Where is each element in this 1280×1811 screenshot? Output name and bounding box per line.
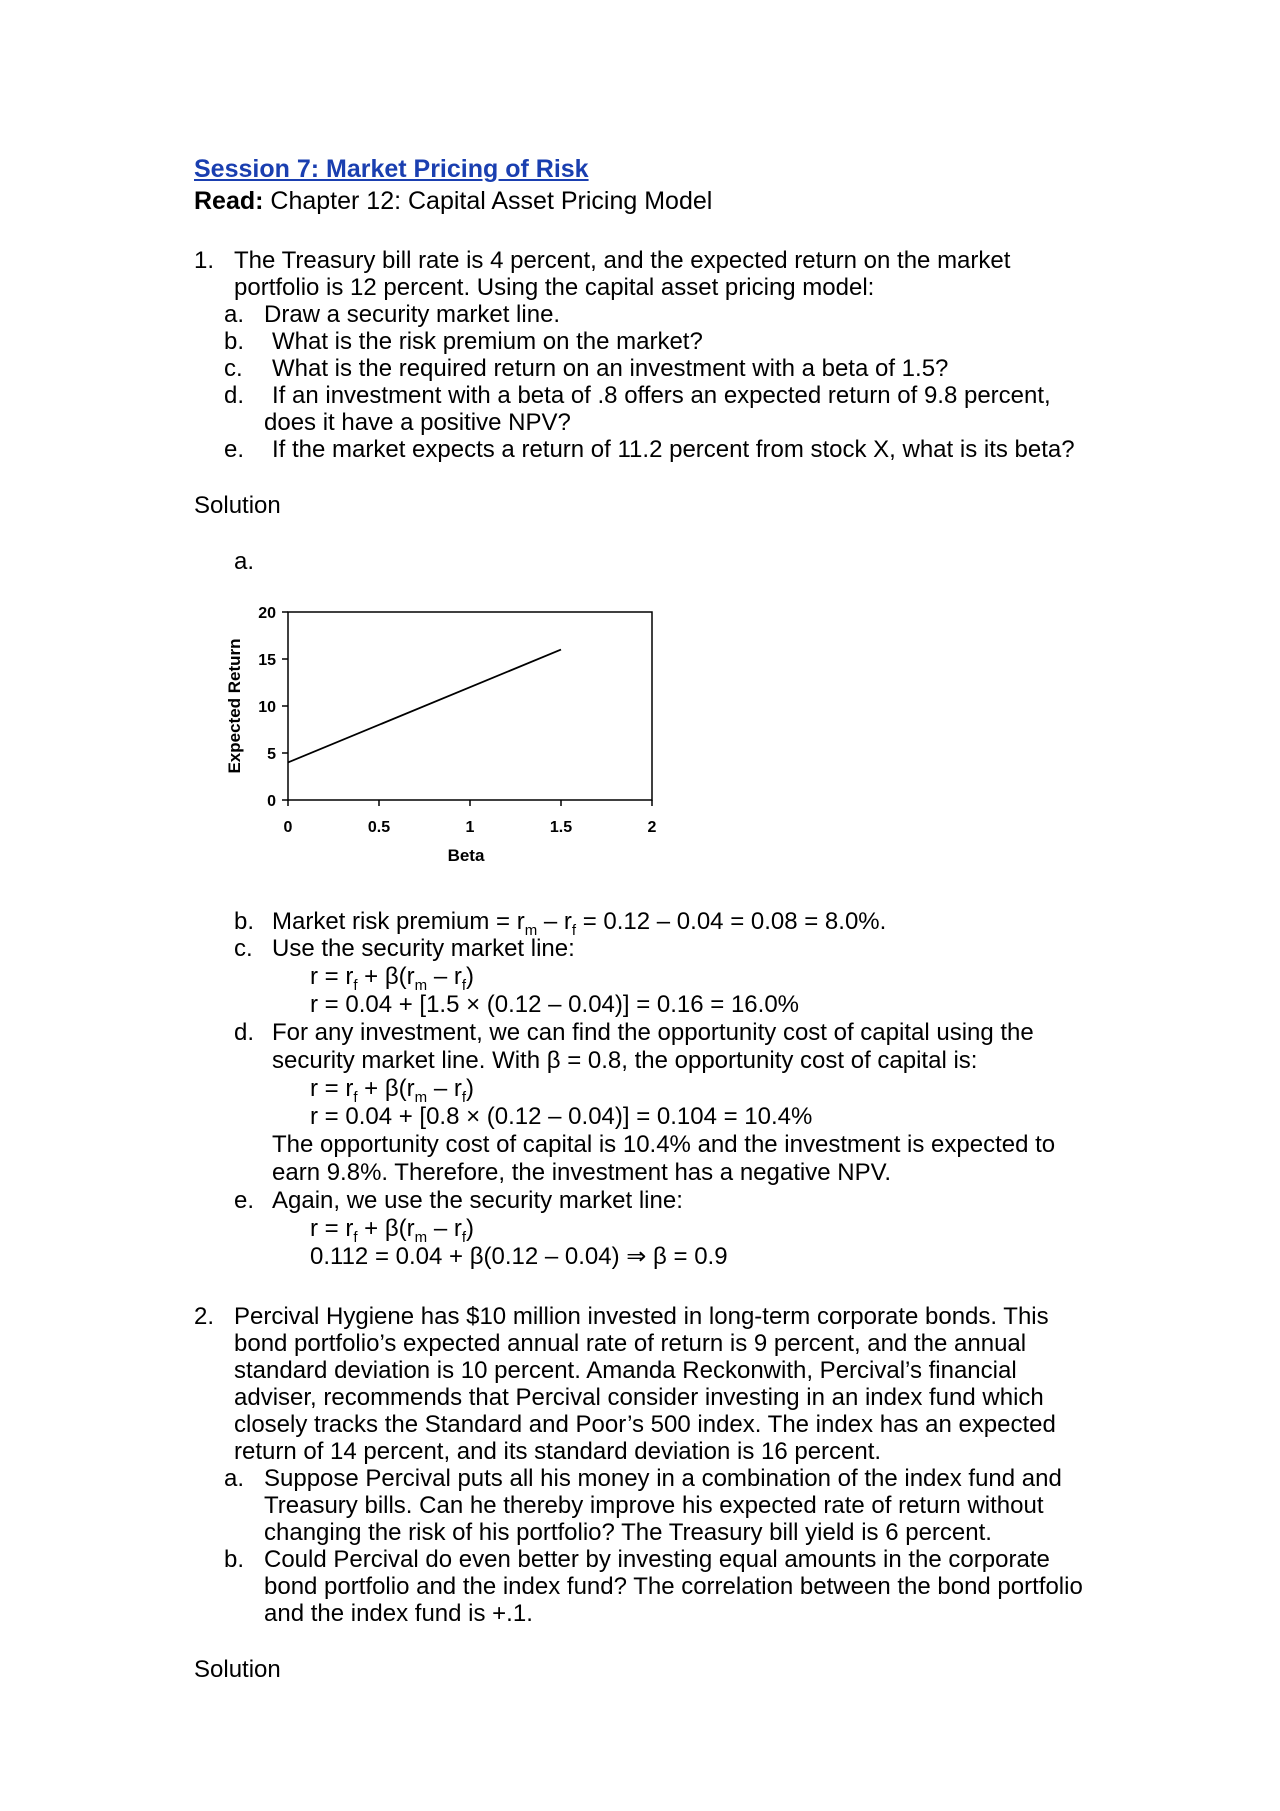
solution-heading: Solution	[194, 492, 281, 519]
text-run: + β(r	[357, 1075, 415, 1102]
subscript: f	[353, 1228, 358, 1246]
q2-text-line: return of 14 percent, and its standard deviation is 16 percent.	[234, 1438, 882, 1465]
y-tick-label: 0	[267, 793, 276, 810]
text-run: Market risk premium = r	[272, 908, 525, 935]
q1-b-text: What is the risk premium on the market?	[272, 328, 703, 355]
sol1-e-marker: e.	[234, 1187, 255, 1214]
q2-b-text-line: bond portfolio and the index fund? The correlation between the bond portfolio	[264, 1573, 1083, 1600]
text-run: + β(r	[357, 1215, 415, 1242]
x-tick-label: 1.5	[549, 819, 573, 836]
q1-b-marker: b.	[224, 328, 245, 355]
q1-text-line: The Treasury bill rate is 4 percent, and the expected return on the market	[234, 247, 1011, 274]
q1-d-text-line: does it have a positive NPV?	[264, 409, 571, 436]
security-market-line	[288, 650, 561, 763]
q1-e-marker: e.	[224, 436, 245, 463]
subscript: m	[524, 921, 538, 939]
sol1-a-marker: a.	[234, 548, 255, 575]
q1-d-text-line: If an investment with a beta of .8 offers an expected return of 9.8 percent,	[272, 382, 1051, 409]
subscript: m	[414, 1228, 428, 1246]
session-title[interactable]: Session 7: Market Pricing of Risk	[194, 155, 589, 183]
read-label: Read:	[194, 187, 264, 215]
subscript: f	[571, 921, 577, 939]
q1-a-text: Draw a security market line.	[264, 301, 561, 328]
sol1-c-marker: c.	[234, 935, 253, 962]
text-run: = 0.12 – 0.04 = 0.08 = 8.0%.	[576, 908, 887, 935]
q1-number: 1.	[194, 247, 215, 274]
y-tick-label: 5	[267, 746, 276, 763]
y-axis	[258, 605, 288, 810]
sol1-d-marker: d.	[234, 1019, 255, 1046]
q2-a-marker: a.	[224, 1465, 245, 1492]
x-tick-label: 1	[465, 819, 475, 836]
subscript: f	[353, 976, 358, 994]
q2-text-line: adviser, recommends that Percival consider investing in an index fund which	[234, 1384, 1044, 1411]
plot-area-frame	[288, 612, 652, 800]
text-run: r = r	[310, 1215, 354, 1242]
sml-equation	[310, 1215, 475, 1246]
q1-e-text: If the market expects a return of 11.2 percent from stock X, what is its beta?	[272, 436, 1075, 463]
q2-text-line: closely tracks the Standard and Poor’s 500 index. The index has an expected	[234, 1411, 1056, 1438]
y-axis-label: Expected Return	[225, 638, 244, 774]
q2-text-line: standard deviation is 10 percent. Amanda Reckonwith, Percival’s financial	[234, 1357, 1017, 1384]
x-tick-label: 2	[647, 819, 657, 836]
sol1-e-text: Again, we use the security market line:	[272, 1187, 683, 1214]
q2-a-text-line: Treasury bills. Can he thereby improve his expected rate of return without	[264, 1492, 1044, 1519]
subscript: f	[461, 1088, 467, 1106]
subscript: f	[461, 976, 467, 994]
text-run: r = r	[310, 1075, 354, 1102]
chart-series	[288, 650, 561, 763]
text-run: – r	[537, 908, 572, 935]
sol1-e-calc: 0.112 = 0.04 + β(0.12 – 0.04) ⇒ β = 0.9	[310, 1243, 728, 1270]
text-run: )	[466, 1075, 475, 1102]
sol1-d-text-line: earn 9.8%. Therefore, the investment has a negative NPV.	[272, 1159, 892, 1186]
sol1-d-text-line: security market line. With β = 0.8, the opportunity cost of capital is:	[272, 1047, 978, 1074]
subscript: m	[414, 1088, 428, 1106]
q2-b-text-line: Could Percival do even better by investing equal amounts in the corporate	[264, 1546, 1050, 1573]
text-run: – r	[427, 1075, 462, 1102]
subscript: m	[414, 976, 428, 994]
sol1-d-calc: r = 0.04 + [0.8 × (0.12 – 0.04)] = 0.104 = 10.4%	[310, 1103, 813, 1130]
q2-number: 2.	[194, 1303, 215, 1330]
solution-heading: Solution	[194, 1656, 281, 1683]
q2-b-text-line: and the index fund is +.1.	[264, 1600, 533, 1627]
text-run: – r	[427, 1215, 462, 1242]
q1-c-text: What is the required return on an investment with a beta of 1.5?	[272, 355, 949, 382]
y-tick-label: 20	[258, 605, 276, 622]
sol1-d-text-line: For any investment, we can find the opportunity cost of capital using the	[272, 1019, 1034, 1046]
security-market-line-chart	[200, 590, 680, 880]
read-text: Chapter 12: Capital Asset Pricing Model	[263, 187, 713, 215]
x-axis	[284, 800, 657, 836]
y-tick-label: 10	[258, 699, 276, 716]
sol1-b-text	[272, 908, 887, 939]
sol1-c-text: Use the security market line:	[272, 935, 575, 962]
text-run: )	[466, 963, 475, 990]
q1-a-marker: a.	[224, 301, 245, 328]
q2-b-marker: b.	[224, 1546, 245, 1573]
y-tick-label: 15	[258, 652, 276, 669]
subscript: f	[461, 1228, 467, 1246]
sml-equation	[310, 1075, 475, 1106]
text-run: )	[466, 1215, 475, 1242]
q2-a-text-line: changing the risk of his portfolio? The Treasury bill yield is 6 percent.	[264, 1519, 992, 1546]
q1-text-line: portfolio is 12 percent. Using the capital asset pricing model:	[234, 274, 875, 301]
sml-equation	[310, 963, 475, 994]
text-run: – r	[427, 963, 462, 990]
text-run: + β(r	[357, 963, 415, 990]
x-axis-label: Beta	[447, 846, 485, 865]
x-tick-label: 0	[283, 819, 293, 836]
q2-text-line: bond portfolio’s expected annual rate of return is 9 percent, and the annual	[234, 1330, 1027, 1357]
sol1-b-marker: b.	[234, 908, 255, 935]
text-run: r = r	[310, 963, 354, 990]
sol1-d-text-line: The opportunity cost of capital is 10.4% and the investment is expected to	[272, 1131, 1056, 1158]
q1-c-marker: c.	[224, 355, 243, 382]
reading-line	[194, 187, 712, 215]
q2-a-text-line: Suppose Percival puts all his money in a combination of the index fund and	[264, 1465, 1062, 1492]
q1-d-marker: d.	[224, 382, 245, 409]
q2-text-line: Percival Hygiene has $10 million invested in long-term corporate bonds. This	[234, 1303, 1049, 1330]
subscript: f	[353, 1088, 358, 1106]
sol1-c-calc: r = 0.04 + [1.5 × (0.12 – 0.04)] = 0.16 = 16.0%	[310, 991, 800, 1018]
x-tick-label: 0.5	[367, 819, 391, 836]
